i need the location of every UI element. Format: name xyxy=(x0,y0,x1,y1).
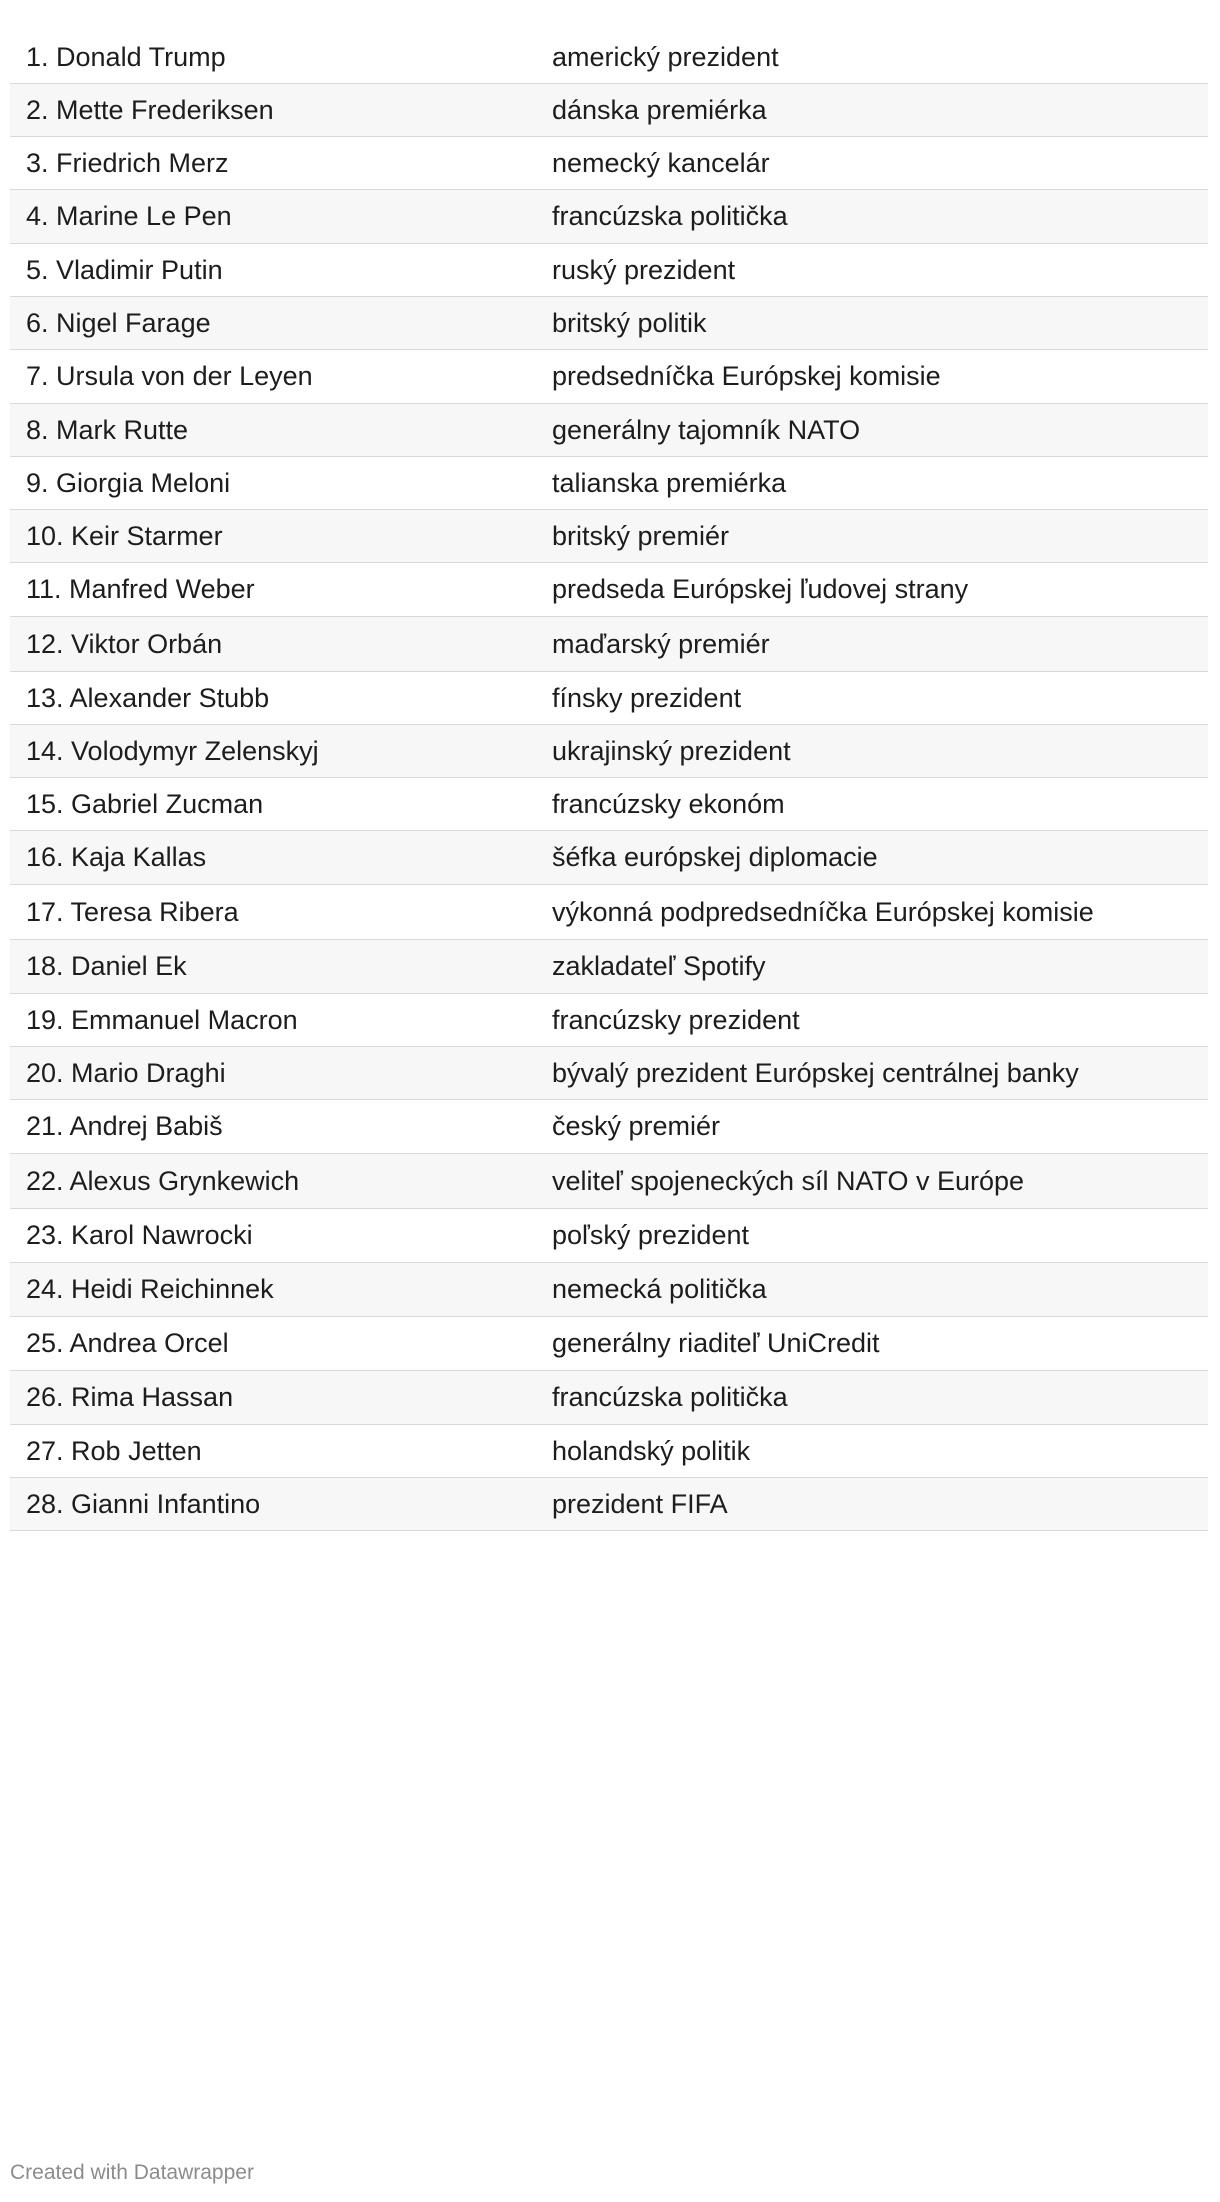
person-name-cell: 3. Friedrich Merz xyxy=(10,136,536,189)
person-name-cell: 16. Kaja Kallas xyxy=(10,830,536,884)
person-role-cell: šéfka európskej diplomacie xyxy=(536,830,1208,884)
person-role-cell: generálny riaditeľ UniCredit xyxy=(536,1316,1208,1370)
person-name-cell: 9. Giorgia Meloni xyxy=(10,456,536,509)
table-row xyxy=(10,243,1208,296)
table-row xyxy=(10,671,1208,724)
person-name-cell: 11. Manfred Weber xyxy=(10,562,536,616)
table-row xyxy=(10,509,1208,562)
person-role-cell: generálny tajomník NATO xyxy=(536,403,1208,456)
person-role-cell: predsedníčka Európskej komisie xyxy=(536,349,1208,403)
person-name-cell: 10. Keir Starmer xyxy=(10,509,536,562)
person-role-cell: talianska premiérka xyxy=(536,456,1208,509)
person-role-cell: ukrajinský prezident xyxy=(536,724,1208,777)
table-row xyxy=(10,830,1208,884)
person-role-cell: poľský prezident xyxy=(536,1208,1208,1262)
table-row xyxy=(10,189,1208,243)
person-role-cell: nemecká politička xyxy=(536,1262,1208,1316)
table-row xyxy=(10,1477,1208,1530)
person-role-cell: bývalý prezident Európskej centrálnej banky xyxy=(536,1046,1208,1099)
table-row xyxy=(10,296,1208,349)
person-name-cell: 27. Rob Jetten xyxy=(10,1424,536,1477)
table-row xyxy=(10,1153,1208,1208)
table-row xyxy=(10,1370,1208,1424)
person-role-cell: francúzsky ekonóm xyxy=(536,777,1208,830)
person-role-cell: veliteľ spojeneckých síl NATO v Európe xyxy=(536,1153,1208,1208)
table-row xyxy=(10,456,1208,509)
person-name-cell: 2. Mette Frederiksen xyxy=(10,83,536,136)
person-role-cell: zakladateľ Spotify xyxy=(536,939,1208,993)
person-role-cell: predseda Európskej ľudovej strany xyxy=(536,562,1208,616)
person-name-cell: 8. Mark Rutte xyxy=(10,403,536,456)
table-row xyxy=(10,31,1208,83)
person-role-cell: fínsky prezident xyxy=(536,671,1208,724)
person-name-cell: 18. Daniel Ek xyxy=(10,939,536,993)
table-row xyxy=(10,1316,1208,1370)
person-name-cell: 15. Gabriel Zucman xyxy=(10,777,536,830)
person-name-cell: 21. Andrej Babiš xyxy=(10,1099,536,1153)
person-name-cell: 28. Gianni Infantino xyxy=(10,1477,536,1530)
table-row xyxy=(10,136,1208,189)
person-name-cell: 22. Alexus Grynkewich xyxy=(10,1153,536,1208)
table-row xyxy=(10,616,1208,671)
person-name-cell: 1. Donald Trump xyxy=(10,31,536,83)
person-name-cell: 5. Vladimir Putin xyxy=(10,243,536,296)
person-role-cell: americký prezident xyxy=(536,31,1208,83)
table-row xyxy=(10,562,1208,616)
person-role-cell: francúzska politička xyxy=(536,1370,1208,1424)
table-row xyxy=(10,724,1208,777)
person-name-cell: 6. Nigel Farage xyxy=(10,296,536,349)
person-role-cell: francúzsky prezident xyxy=(536,993,1208,1046)
table-row xyxy=(10,349,1208,403)
table-row xyxy=(10,1262,1208,1316)
table-row xyxy=(10,403,1208,456)
person-name-cell: 20. Mario Draghi xyxy=(10,1046,536,1099)
table-row xyxy=(10,884,1208,939)
table-row xyxy=(10,993,1208,1046)
person-name-cell: 12. Viktor Orbán xyxy=(10,616,536,671)
person-role-cell: dánska premiérka xyxy=(536,83,1208,136)
table-row xyxy=(10,1099,1208,1153)
person-role-cell: francúzska politička xyxy=(536,189,1208,243)
person-name-cell: 26. Rima Hassan xyxy=(10,1370,536,1424)
person-role-cell: výkonná podpredsedníčka Európskej komisie xyxy=(536,884,1208,939)
person-name-cell: 4. Marine Le Pen xyxy=(10,189,536,243)
person-name-cell: 19. Emmanuel Macron xyxy=(10,993,536,1046)
person-role-cell: český premiér xyxy=(536,1099,1208,1153)
person-name-cell: 14. Volodymyr Zelenskyj xyxy=(10,724,536,777)
ranking-table xyxy=(10,31,1208,1531)
person-name-cell: 13. Alexander Stubb xyxy=(10,671,536,724)
person-role-cell: nemecký kancelár xyxy=(536,136,1208,189)
table-row xyxy=(10,939,1208,993)
person-role-cell: britský politik xyxy=(536,296,1208,349)
person-name-cell: 25. Andrea Orcel xyxy=(10,1316,536,1370)
person-name-cell: 7. Ursula von der Leyen xyxy=(10,349,536,403)
person-role-cell: prezident FIFA xyxy=(536,1477,1208,1530)
person-role-cell: maďarský premiér xyxy=(536,616,1208,671)
table-row xyxy=(10,1046,1208,1099)
table-row xyxy=(10,83,1208,136)
footer-credit[interactable]: Created with Datawrapper xyxy=(10,2161,254,2184)
person-role-cell: ruský prezident xyxy=(536,243,1208,296)
person-name-cell: 24. Heidi Reichinnek xyxy=(10,1262,536,1316)
table-body xyxy=(10,31,1208,1530)
person-role-cell: holandský politik xyxy=(536,1424,1208,1477)
table-row xyxy=(10,1208,1208,1262)
person-role-cell: britský premiér xyxy=(536,509,1208,562)
person-name-cell: 17. Teresa Ribera xyxy=(10,884,536,939)
table-row xyxy=(10,777,1208,830)
table-row xyxy=(10,1424,1208,1477)
person-name-cell: 23. Karol Nawrocki xyxy=(10,1208,536,1262)
